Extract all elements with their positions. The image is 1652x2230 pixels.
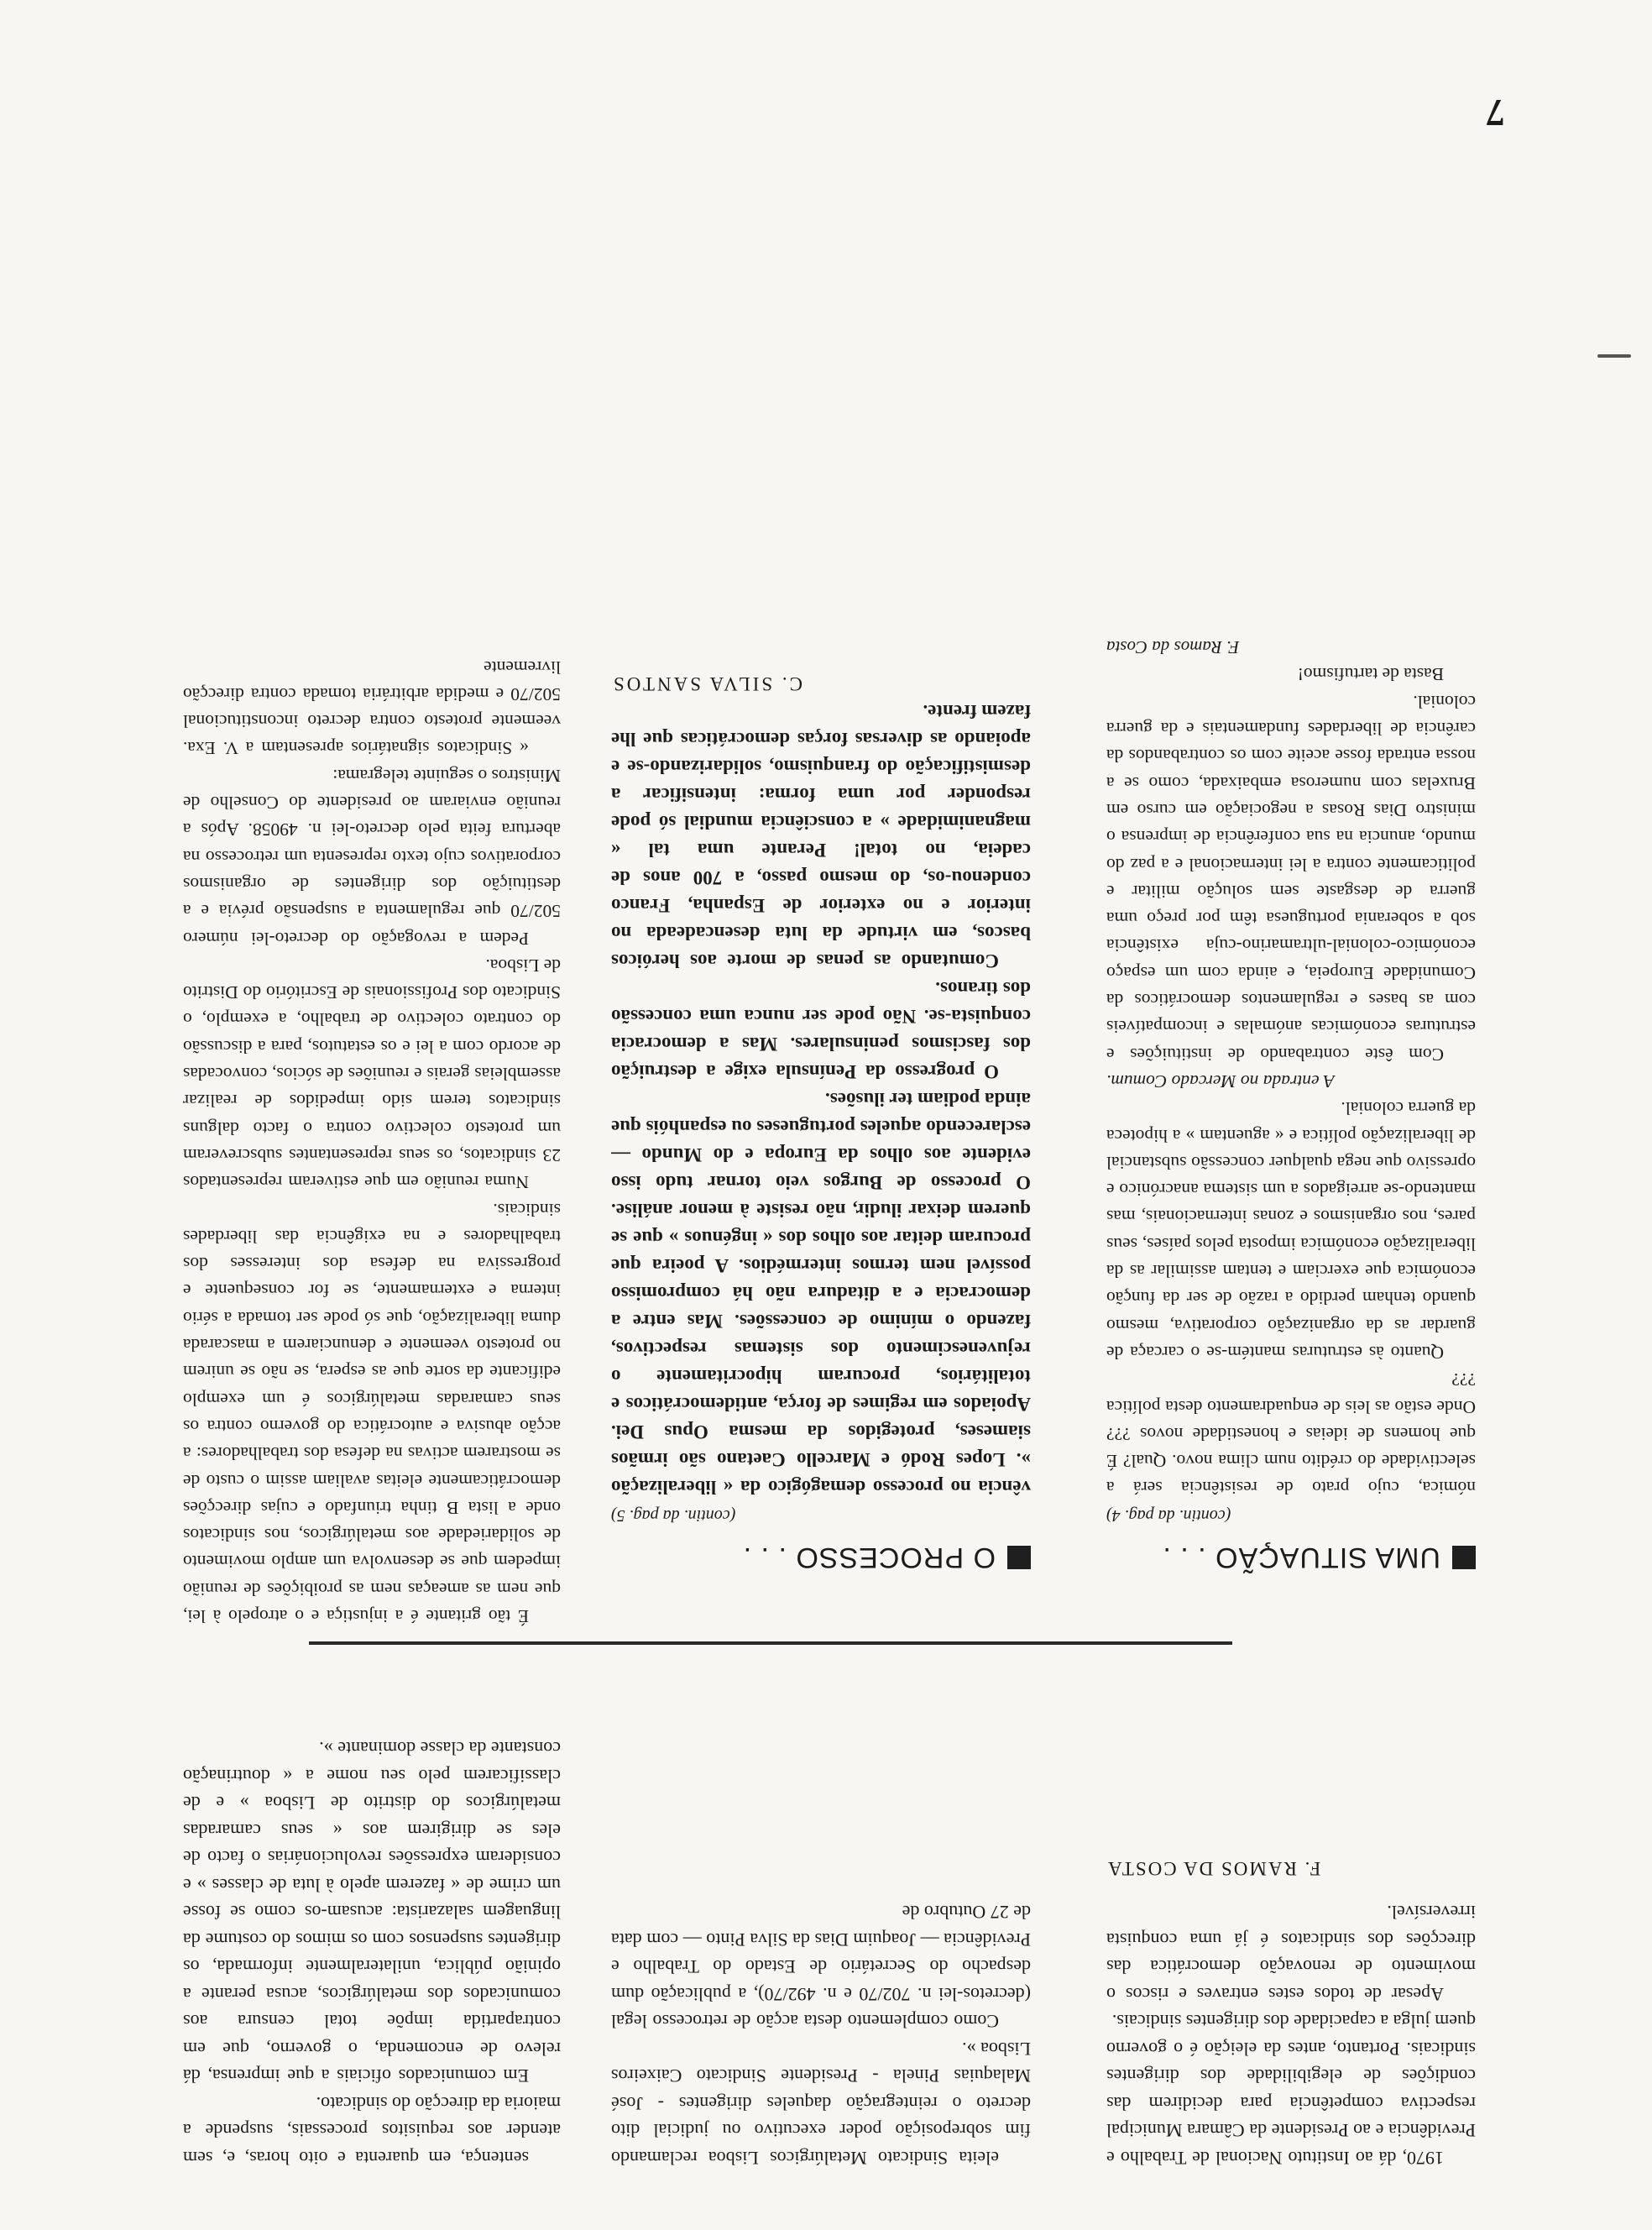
author-signature: F. Ramos da Costa bbox=[1106, 637, 1240, 658]
paragraph: É tão gritante é a injustiça e o atropelo à lei, que nem as ameaças nem as proibições de reunião impedem que se desenvolva um amplo movimento de solidariedade aos metalúrgicos, nos sindicatos onde a lista B tinha triunfado e cujas direcções democráticamente eleitas avaliam assim o custo de se mostrarem activas na defesa dos trabalhadores: a acção abusiva e autocrática do governo contra os seus camaradas metalúrgicos é um exemplo edificante da sorte que as espera, se não se unirem no protesto veemente e denunciarem a mascarada duma liberalização, que só pode ser tomada a sério interna e externamente, se for consequente e progressiva na defesa dos interesses dos trabalhadores e na exigência das liberdades sindicais. bbox=[183, 1199, 561, 1626]
paragraph: Basta de tartufismo! bbox=[1297, 664, 1444, 685]
paragraph: Comutando as penas de morte aos heróicos bascos, em virtude da luta desencadeada no interior e no exterior de Espanha, Franco condenou-os, do mesmo passo, a 700 anos de cadeia, no total! Perante uma tal « magnanimidade » a consciência mundial só pode responder por uma forma: intensificar a desmistificação do franquismo, solidarizando-se e apoiando as diversas forças democráticas que lhe fazem frente. bbox=[611, 700, 1031, 971]
article-columns bbox=[0, 1, 1652, 1630]
square-bullet-icon bbox=[1452, 1546, 1476, 1569]
scan-mark bbox=[1597, 354, 1631, 358]
top-right-column bbox=[183, 1634, 561, 2171]
heading-text: UMA SITUAÇÃO . . . bbox=[1162, 1542, 1440, 1573]
section-heading bbox=[1106, 1544, 1476, 1571]
paragraph: nómica, cujo prato de resistência será a selectividade do crédito num clima novo. Qual? É que homens de ideias e honestidade novos ??? Onde estão as leis de enquadramento desta política ??? bbox=[1106, 1369, 1476, 1499]
horizontal-rule bbox=[309, 1641, 1232, 1645]
author-signature: C. SILVA SANTOS bbox=[611, 673, 803, 694]
paragraph: Em comunicados oficiais a que imprensa, dá relevo de encomenda, o governo, que em contrapartida impõe total censura aos comunicados dos metalúrgicos, acusa perante a opinião pública, unilateralmente informada, os dirigentes suspensos com os mimos do costume da linguagem salazarista: acusam-os como se fosse um crime de « fazerem apelo à luta de classes » e consideram expressões revolucionárias o facto de eles se dirigirem aos « seus camaradas metalúrgicos do distrito de Lisboa » e de classificarem pelo seu nome a « doutrinação constante da classe dominante ». bbox=[183, 1738, 561, 2087]
article-sindicatos bbox=[183, 9, 561, 1630]
top-left-column bbox=[1106, 1634, 1476, 2171]
paragraph: vência no processo demagógico da « liberalização ». Lopes Rodó e Marcello Caetano são irmãos siameses, protegidos da mesma Opus Dei. Apoiados em regimes de força, antidemocráticos e totalitários, procuram hipocritamente o rejuvenescimento dos sistemas respectivos, fazendo o mínimo de concessões. Mas entre a democracia e a ditadura não há compromisso possível nem termos intermédios. A poeira que procuram deitar aos olhos dos « ingénuos » que se querem deixar iludir, não resiste à menor análise. O processo de Burgos veio tornar tudo isso evidente aos olhos da Europa e do Mundo — esclarecendo aqueles portugueses ou espanhóis que ainda podiam ter ilusões. bbox=[611, 1088, 1031, 1498]
section-heading bbox=[611, 1544, 1031, 1571]
article-uma-situacao bbox=[1106, 60, 1476, 1630]
continuation-note: (contin. da pag. 4) bbox=[1106, 1505, 1231, 1525]
paragraph: O progresso da Península exige a destruição dos fascismos peninsulares. Mas a democracia conquista-se. Não pode ser nunca uma concessão dos tiranos. bbox=[611, 977, 1031, 1082]
subheading: A entrada no Mercado Comum. bbox=[1106, 1071, 1335, 1091]
paragraph: Quanto às estruturas mantém-se o carcaça de guardar as da organização corporativa, mesmo quando tenham perdido a razão de ser da função económica que exerciam e tentam assimilar as da liberalização económica imposta pelos países, seus pares, nos organismos e zonas internacionais, mas mantendo-se arreigados a um sistema anacrónico e opressivo que nega qualquer concessão substancial de liberalização política e « aguentam » a hipoteca da guerra colonial. bbox=[1106, 1098, 1476, 1363]
continuation-note: (contin. da pag. 5) bbox=[611, 1505, 736, 1525]
paragraph: 1970, dá ao Instituto Nacional de Trabalho e Previdência e ao Presidente da Câmara Municipal respectiva competência para decidirem das condições de elegibilidade dos dirigentes sindicais. Portanto, antes da eleição é o governo quem julga a capacidade dos dirigentes sindicais. bbox=[1106, 2011, 1476, 2169]
page-number: 7 bbox=[1486, 92, 1505, 134]
paragraph: Como complemento desta acção de retrocesso legal (decretos-lei n. 702/70 e n. 492/70), a publicação dum despacho do Secretário de Estado do Trabalho e Previdência — Joaquim Dias da Silva Pinto — com data de 27 Outubro de bbox=[611, 1902, 1031, 2033]
paragraph: Apesar de todos estes entraves e riscos o movimento de renovação democrática das direcções dos sindicatos é já uma conquista irreversível. bbox=[1106, 1902, 1476, 2005]
top-continuation-strip bbox=[0, 1625, 1652, 2205]
article-o-processo bbox=[611, 60, 1031, 1630]
square-bullet-icon bbox=[1007, 1546, 1031, 1569]
paragraph: sentença, em quarenta e oito horas, e, sem atender aos requisitos processais, suspende a maioria da direcção do sindicato. bbox=[183, 2093, 561, 2169]
heading-text: O PROCESSO . . . bbox=[742, 1542, 996, 1573]
paragraph: « Sindicatos signatários apresentam a V. Exa. veemente protesto contra decreto inconstitucional 502/70 e medida arbitrária tomada contra direcção livremente bbox=[183, 657, 561, 759]
paragraph: Com êste contrabando de instituições e estruturas económicas anómalas e incompatíveis com as bases e regulamentos democráticos da Comunidade Europeia, e ainda com um espaço económico-colonial-ultramarino-cuja existência sob a soberania portuguesa têm por preço uma guerra de desgaste sem solução militar e politicamente contra a lei internacional e a paz do mundo, anuncia na sua conferência de imprensa o ministro Dias Rosas a negociação em curso em Bruxelas com numerosa embaixada, como se a nossa entrada fosse aceite com os contrabandos da carência de liberdades fundamentais e da guerra colonial. bbox=[1106, 691, 1476, 1065]
paragraph: Numa reunião em que estiveram representados 23 sindicatos, os seus representantes subscreveram um protesto colectivo contra o facto dalguns sindicatos terem sido impedidos de realizar assembleias gerais e reuniões de sócios, convocadas de acordo com a lei e os estatutos, para a discussão do contrato colectivo de trabalho, a exemplo, o Sindicato dos Profissionais de Escritório do Distrito de Lisboa. bbox=[183, 955, 561, 1193]
signature: F. RAMOS DA COSTA bbox=[1106, 1858, 1321, 1879]
paragraph: Pedem a revogação do decreto-lei número 502/70 que regulamenta a suspensão prévia e a destituição dos dirigentes de organismos corporativos cujo texto representa um retrocesso na abertura feita pelo decreto-lei n. 49058. Após a reunião enviaram ao presidente do Conselho de Ministros o seguinte telegrama: bbox=[183, 765, 561, 949]
paragraph: eleita Sindicato Metalúrgicos Lisboa reclamando fim sobreposição poder executivo ou judicial dito decreto o reintegração daqueles dirigentes - José Malaquias Pinela - Presidente Sindicato Caixeiros Lisboa ». bbox=[611, 2039, 1031, 2169]
top-middle-column bbox=[611, 1634, 1031, 2171]
